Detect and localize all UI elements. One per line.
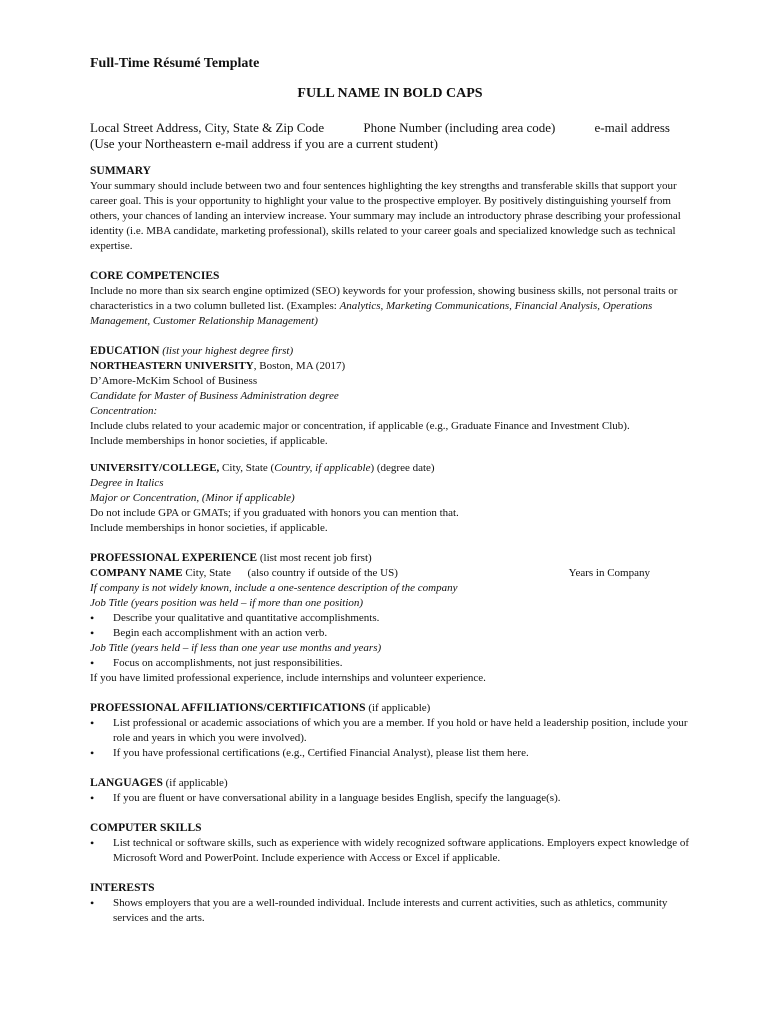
contact-note: (Use your Northeastern e-mail address if you are a current student)	[90, 136, 438, 151]
resume-page	[90, 56, 690, 926]
languages-bullets	[90, 791, 690, 806]
affiliations-section	[90, 701, 690, 761]
experience-heading-note: (list most recent job first)	[257, 552, 372, 564]
full-name-heading: FULL NAME IN BOLD CAPS	[297, 86, 483, 101]
computer-heading: COMPUTER SKILLS	[90, 822, 202, 834]
core-text	[90, 284, 690, 329]
school1-clubs: Include clubs related to your academic major or concentration, if applicable (e.g., Graduate Finance and Investment Club).	[90, 420, 630, 432]
experience-note: If you have limited professional experience, include internships and volunteer experience.	[90, 672, 486, 684]
education-heading: EDUCATION	[90, 345, 160, 357]
school2-country: Country, if applicable	[274, 462, 371, 474]
core-body: Include no more than six search engine optimized (SEO) keywords for your profession, showing business skills, not personal traits or characteristics in a two column bulleted list. (Examples:	[90, 285, 678, 312]
core-examples: Analytics, Marketing Communications, Financial Analysis, Operations Management, Customer Relationship Management)	[90, 300, 653, 327]
list-item: • List technical or software skills, such as experience with widely recognized software applications. Employers expect knowledge of Microsoft Word and PowerPoint. Include experience with Access or Excel if applicable.	[90, 836, 690, 866]
interests-heading: INTERESTS	[90, 882, 155, 894]
affiliations-heading-note: (if applicable)	[365, 702, 431, 714]
list-item: • If you have professional certifications (e.g., Certified Financial Analyst), please list them here.	[90, 746, 690, 761]
affiliations-bullets	[90, 716, 690, 761]
school2-degree: Degree in Italics	[90, 477, 164, 489]
summary-heading: SUMMARY	[90, 165, 151, 177]
school1-subschool: D’Amore-McKim School of Business	[90, 375, 258, 387]
contact-address: Local Street Address, City, State & Zip Code	[90, 120, 325, 135]
core-competencies-section	[90, 269, 690, 329]
list-item: • List professional or academic associations of which you are a member. If you hold or have held a leadership position, include your role and years in which you were involved).	[90, 716, 690, 746]
job-title-1: Job Title (years position was held – if more than one position)	[90, 597, 364, 609]
company-location: City, State (also country if outside of the US)	[182, 567, 398, 579]
contact-email: e-mail address	[594, 120, 670, 135]
education-section	[90, 344, 690, 536]
school2-name: UNIVERSITY/COLLEGE,	[90, 462, 220, 474]
school2-major: Major or Concentration, (Minor if applicable)	[90, 492, 295, 504]
interests-bullets	[90, 896, 690, 926]
affiliations-heading: PROFESSIONAL AFFILIATIONS/CERTIFICATIONS	[90, 702, 366, 714]
computer-skills-section	[90, 821, 690, 866]
school1-concentration: Concentration:	[90, 405, 158, 417]
contact-block	[90, 120, 690, 152]
summary-text: Your summary should include between two and four sentences highlighting the key strengths and transferable skills that support your career goal. This is your opportunity to highlight your value to the prospective employer. By positively distinguishing yourself from others, your chances of landing an interview increase. Your summary may include an introductory phrase describing your professional identity (i.e. MBA candidate, marketing professional), skills related to your career goals and specialized knowledge such as technical expertise.	[90, 180, 681, 252]
school2-gpa: Do not include GPA or GMATs; if you graduated with honors you can mention that.	[90, 507, 459, 519]
list-item: • Shows employers that you are a well-rounded individual. Include interests and current activities, such as athletics, community services and the arts.	[90, 896, 690, 926]
languages-section	[90, 776, 690, 806]
experience-heading: PROFESSIONAL EXPERIENCE	[90, 552, 258, 564]
job-2-bullets	[90, 656, 690, 671]
interests-section	[90, 881, 690, 926]
school2-date: ) (degree date)	[370, 462, 435, 474]
contact-phone: Phone Number (including area code)	[363, 120, 556, 135]
school2-honors: Include memberships in honor societies, if applicable.	[90, 522, 328, 534]
job-1-bullets	[90, 611, 690, 641]
languages-heading-note: (if applicable)	[162, 777, 228, 789]
summary-section	[90, 164, 690, 254]
list-item: • If you are fluent or have conversational ability in a language besides English, specify the language(s).	[90, 791, 690, 806]
list-item: • Focus on accomplishments, not just responsibilities.	[90, 656, 690, 671]
education-heading-note: (list your highest degree first)	[162, 345, 294, 357]
company-description: If company is not widely known, include a one-sentence description of the company	[90, 582, 458, 594]
languages-heading: LANGUAGES	[90, 777, 163, 789]
school1-degree: Candidate for Master of Business Administration degree	[90, 390, 339, 402]
school1-honors: Include memberships in honor societies, if applicable.	[90, 435, 328, 447]
document-title: Full-Time Résumé Template	[90, 56, 260, 71]
list-item: • Describe your qualitative and quantitative accomplishments.	[90, 611, 690, 626]
list-item: • Begin each accomplishment with an action verb.	[90, 626, 690, 641]
school2-city: City, State (	[219, 462, 275, 474]
school1-name: NORTHEASTERN UNIVERSITY	[90, 360, 254, 372]
experience-section	[90, 551, 690, 686]
core-heading: CORE COMPETENCIES	[90, 270, 220, 282]
job-title-2: Job Title (years held – if less than one year use months and years)	[90, 642, 382, 654]
computer-bullets	[90, 836, 690, 866]
company-years: Years in Company	[568, 567, 650, 579]
company-name: COMPANY NAME	[90, 567, 183, 579]
school1-location: , Boston, MA (2017)	[253, 360, 346, 372]
